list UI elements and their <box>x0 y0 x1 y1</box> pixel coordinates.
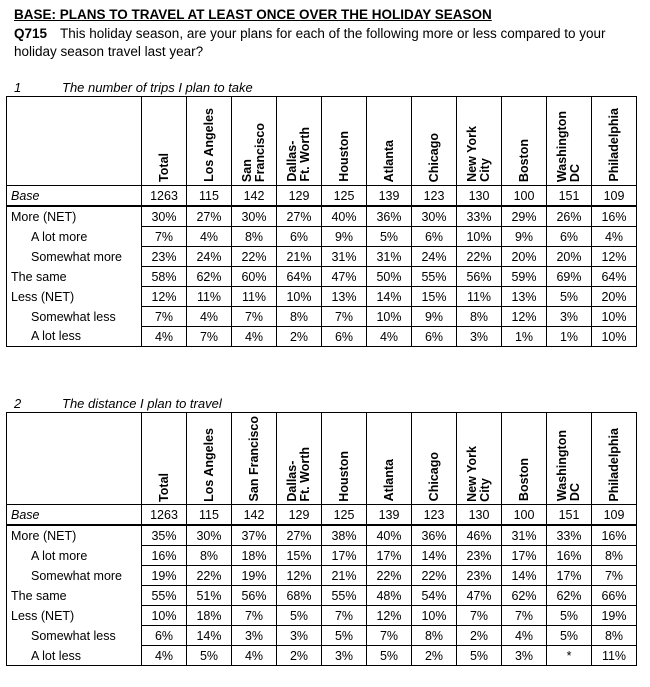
column-header <box>367 97 412 186</box>
data-cell: 31% <box>502 525 547 546</box>
column-header-label: Boston <box>516 138 531 182</box>
data-cell: 10% <box>142 606 187 626</box>
data-cell: 142 <box>232 186 277 207</box>
data-cell: 7% <box>502 606 547 626</box>
table-row <box>7 566 637 586</box>
data-cell: 14% <box>367 287 412 307</box>
data-cell: 33% <box>547 525 592 546</box>
table-row <box>7 525 637 546</box>
column-header-label: Boston <box>516 458 531 502</box>
data-cell: 130 <box>457 505 502 526</box>
column-header <box>412 97 457 186</box>
data-cell: 4% <box>232 327 277 347</box>
data-cell: 2% <box>412 646 457 666</box>
data-cell: 6% <box>412 227 457 247</box>
data-cell: 24% <box>412 247 457 267</box>
row-label: Somewhat less <box>7 626 142 646</box>
section-2-title <box>14 396 222 411</box>
row-label: More (NET) <box>7 206 142 227</box>
data-cell: 40% <box>322 206 367 227</box>
data-cell: 31% <box>367 247 412 267</box>
row-label: Base <box>7 186 142 207</box>
column-header-label: Houston <box>336 450 351 502</box>
data-cell: 12% <box>367 606 412 626</box>
data-cell: 15% <box>412 287 457 307</box>
data-cell: 4% <box>142 646 187 666</box>
column-header <box>232 97 277 186</box>
row-label: A lot more <box>7 546 142 566</box>
data-cell: 5% <box>277 606 322 626</box>
data-cell: 3% <box>232 626 277 646</box>
column-header-label: Dallas- Ft. Worth <box>285 127 312 182</box>
column-header <box>187 97 232 186</box>
column-header <box>367 413 412 505</box>
data-cell: 12% <box>142 287 187 307</box>
column-header-label: New York City <box>465 126 492 182</box>
data-cell: 8% <box>187 546 232 566</box>
row-label: Somewhat more <box>7 247 142 267</box>
header-corner <box>7 413 142 505</box>
data-cell: 13% <box>322 287 367 307</box>
row-label: A lot more <box>7 227 142 247</box>
data-cell: * <box>547 646 592 666</box>
data-cell: 22% <box>457 247 502 267</box>
data-cell: 14% <box>187 626 232 646</box>
row-label: The same <box>7 267 142 287</box>
column-header-label: Washington DC <box>555 110 582 182</box>
data-cell: 5% <box>187 646 232 666</box>
column-header <box>232 413 277 505</box>
data-cell: 115 <box>187 505 232 526</box>
data-cell: 109 <box>592 186 637 207</box>
data-cell: 129 <box>277 505 322 526</box>
column-header <box>142 97 187 186</box>
data-cell: 100 <box>502 505 547 526</box>
data-cell: 7% <box>232 606 277 626</box>
question-text <box>14 25 644 61</box>
data-cell: 22% <box>232 247 277 267</box>
data-cell: 123 <box>412 505 457 526</box>
data-cell: 47% <box>322 267 367 287</box>
section-1-table <box>6 96 637 347</box>
row-label: A lot less <box>7 327 142 347</box>
data-cell: 8% <box>457 307 502 327</box>
data-cell: 30% <box>187 525 232 546</box>
column-header-label: Total <box>156 472 171 502</box>
data-cell: 5% <box>547 606 592 626</box>
question-line-1: This holiday season, are your plans for each of the following more or less compared to your <box>60 26 606 41</box>
data-cell: 54% <box>412 586 457 606</box>
column-header-label: New York City <box>465 445 492 502</box>
data-cell: 35% <box>142 525 187 546</box>
column-header <box>277 97 322 186</box>
row-label: The same <box>7 586 142 606</box>
data-cell: 3% <box>502 646 547 666</box>
data-cell: 6% <box>412 327 457 347</box>
data-cell: 17% <box>547 566 592 586</box>
base-heading: BASE: PLANS TO TRAVEL AT LEAST ONCE OVER THE HOLIDAY SEASON <box>14 7 492 22</box>
data-cell: 11% <box>457 287 502 307</box>
data-cell: 5% <box>367 227 412 247</box>
column-header <box>322 97 367 186</box>
data-cell: 3% <box>277 626 322 646</box>
data-cell: 46% <box>457 525 502 546</box>
column-header <box>502 413 547 505</box>
data-cell: 151 <box>547 186 592 207</box>
data-cell: 36% <box>412 525 457 546</box>
table-row <box>7 267 637 287</box>
data-cell: 3% <box>322 646 367 666</box>
data-cell: 129 <box>277 186 322 207</box>
data-cell: 8% <box>412 626 457 646</box>
data-cell: 125 <box>322 186 367 207</box>
data-cell: 4% <box>502 626 547 646</box>
data-cell: 1% <box>547 327 592 347</box>
column-header <box>187 413 232 505</box>
data-cell: 2% <box>277 646 322 666</box>
data-cell: 20% <box>592 287 637 307</box>
header-corner <box>7 97 142 186</box>
data-cell: 4% <box>187 227 232 247</box>
column-header-label: Dallas- Ft. Worth <box>285 446 312 502</box>
data-cell: 33% <box>457 206 502 227</box>
column-header-label: Philadelphia <box>606 108 621 182</box>
data-cell: 56% <box>457 267 502 287</box>
row-label: Somewhat more <box>7 566 142 586</box>
data-cell: 27% <box>187 206 232 227</box>
data-cell: 22% <box>412 566 457 586</box>
column-header-label: Los Angeles <box>201 427 216 502</box>
data-cell: 59% <box>502 267 547 287</box>
data-cell: 6% <box>547 227 592 247</box>
data-cell: 30% <box>142 206 187 227</box>
table-row <box>7 626 637 646</box>
data-cell: 12% <box>277 566 322 586</box>
data-cell: 7% <box>142 227 187 247</box>
data-cell: 12% <box>502 307 547 327</box>
section-number: 2 <box>14 396 22 411</box>
data-cell: 29% <box>502 206 547 227</box>
data-cell: 11% <box>592 646 637 666</box>
data-cell: 3% <box>457 327 502 347</box>
data-cell: 10% <box>277 287 322 307</box>
data-cell: 56% <box>232 586 277 606</box>
column-header <box>547 97 592 186</box>
column-header <box>322 413 367 505</box>
data-cell: 55% <box>322 586 367 606</box>
data-cell: 27% <box>277 206 322 227</box>
table-row <box>7 586 637 606</box>
data-cell: 1263 <box>142 505 187 526</box>
data-cell: 51% <box>187 586 232 606</box>
data-cell: 130 <box>457 186 502 207</box>
data-cell: 16% <box>592 206 637 227</box>
section-title-text: The number of trips I plan to take <box>62 80 253 95</box>
column-header <box>457 413 502 505</box>
data-cell: 10% <box>592 307 637 327</box>
data-cell: 7% <box>232 307 277 327</box>
data-cell: 4% <box>367 327 412 347</box>
data-cell: 40% <box>367 525 412 546</box>
data-cell: 100 <box>502 186 547 207</box>
data-cell: 7% <box>592 566 637 586</box>
data-cell: 47% <box>457 586 502 606</box>
data-cell: 8% <box>277 307 322 327</box>
column-header-label: Philadelphia <box>606 427 621 502</box>
data-cell: 4% <box>187 307 232 327</box>
data-cell: 8% <box>592 546 637 566</box>
data-cell: 7% <box>322 606 367 626</box>
row-label: Base <box>7 505 142 526</box>
column-header-label: Los Angeles <box>201 108 216 182</box>
data-cell: 4% <box>232 646 277 666</box>
row-label: A lot less <box>7 646 142 666</box>
data-cell: 69% <box>547 267 592 287</box>
section-title-text: The distance I plan to travel <box>62 396 222 411</box>
data-cell: 9% <box>412 307 457 327</box>
data-cell: 16% <box>592 525 637 546</box>
data-cell: 9% <box>322 227 367 247</box>
column-header-label: Chicago <box>426 452 441 502</box>
data-cell: 30% <box>412 206 457 227</box>
table-row <box>7 186 637 207</box>
column-header <box>547 413 592 505</box>
data-cell: 5% <box>547 287 592 307</box>
table-row <box>7 505 637 526</box>
column-header <box>502 97 547 186</box>
data-cell: 7% <box>322 307 367 327</box>
data-cell: 115 <box>187 186 232 207</box>
column-header-label: Houston <box>336 131 351 182</box>
data-cell: 5% <box>457 646 502 666</box>
data-cell: 8% <box>592 626 637 646</box>
data-cell: 7% <box>367 626 412 646</box>
data-cell: 23% <box>142 247 187 267</box>
row-label: Less (NET) <box>7 606 142 626</box>
data-cell: 9% <box>502 227 547 247</box>
data-cell: 55% <box>142 586 187 606</box>
data-cell: 30% <box>232 206 277 227</box>
row-label: More (NET) <box>7 525 142 546</box>
table-row <box>7 247 637 267</box>
data-cell: 48% <box>367 586 412 606</box>
data-cell: 60% <box>232 267 277 287</box>
data-cell: 13% <box>502 287 547 307</box>
data-cell: 15% <box>277 546 322 566</box>
data-cell: 10% <box>457 227 502 247</box>
data-cell: 123 <box>412 186 457 207</box>
data-cell: 14% <box>502 566 547 586</box>
data-cell: 62% <box>502 586 547 606</box>
data-cell: 22% <box>367 566 412 586</box>
data-cell: 6% <box>322 327 367 347</box>
row-label: Less (NET) <box>7 287 142 307</box>
data-cell: 1263 <box>142 186 187 207</box>
data-cell: 12% <box>592 247 637 267</box>
data-cell: 3% <box>547 307 592 327</box>
data-cell: 27% <box>277 525 322 546</box>
data-cell: 19% <box>232 566 277 586</box>
data-cell: 5% <box>547 626 592 646</box>
data-cell: 151 <box>547 505 592 526</box>
row-label: Somewhat less <box>7 307 142 327</box>
column-header-label: Chicago <box>426 132 441 182</box>
table-row <box>7 646 637 666</box>
data-cell: 2% <box>457 626 502 646</box>
column-header-label: San Francisco <box>240 122 267 182</box>
column-header <box>412 413 457 505</box>
data-cell: 5% <box>322 626 367 646</box>
data-cell: 58% <box>142 267 187 287</box>
data-cell: 10% <box>412 606 457 626</box>
data-cell: 139 <box>367 186 412 207</box>
data-cell: 16% <box>547 546 592 566</box>
data-cell: 19% <box>592 606 637 626</box>
data-cell: 109 <box>592 505 637 526</box>
data-cell: 50% <box>367 267 412 287</box>
data-cell: 20% <box>502 247 547 267</box>
data-cell: 142 <box>232 505 277 526</box>
question-line-2: holiday season travel last year? <box>14 44 204 59</box>
data-cell: 14% <box>412 546 457 566</box>
data-cell: 24% <box>187 247 232 267</box>
data-cell: 125 <box>322 505 367 526</box>
data-cell: 36% <box>367 206 412 227</box>
question-id: Q715 <box>14 26 48 41</box>
data-cell: 64% <box>592 267 637 287</box>
section-2-table <box>6 412 637 666</box>
table-row <box>7 307 637 327</box>
column-header-label: Atlanta <box>381 139 396 182</box>
data-cell: 55% <box>412 267 457 287</box>
data-cell: 11% <box>232 287 277 307</box>
data-cell: 31% <box>322 247 367 267</box>
data-cell: 20% <box>547 247 592 267</box>
data-cell: 38% <box>322 525 367 546</box>
section-number: 1 <box>14 80 22 95</box>
data-cell: 23% <box>457 566 502 586</box>
column-header <box>592 97 637 186</box>
data-cell: 8% <box>232 227 277 247</box>
data-cell: 68% <box>277 586 322 606</box>
data-cell: 26% <box>547 206 592 227</box>
data-cell: 21% <box>322 566 367 586</box>
data-cell: 5% <box>367 646 412 666</box>
column-header-label: San Francisco <box>246 416 261 502</box>
data-cell: 37% <box>232 525 277 546</box>
table-row <box>7 606 637 626</box>
data-cell: 19% <box>142 566 187 586</box>
table-row <box>7 327 637 347</box>
data-cell: 7% <box>457 606 502 626</box>
data-cell: 66% <box>592 586 637 606</box>
data-cell: 1% <box>502 327 547 347</box>
data-cell: 7% <box>142 307 187 327</box>
data-cell: 17% <box>367 546 412 566</box>
data-cell: 16% <box>142 546 187 566</box>
data-cell: 6% <box>277 227 322 247</box>
data-cell: 10% <box>367 307 412 327</box>
column-header-label: Washington DC <box>555 430 582 502</box>
column-header <box>592 413 637 505</box>
data-cell: 2% <box>277 327 322 347</box>
data-cell: 4% <box>142 327 187 347</box>
section-1-title <box>14 80 253 95</box>
column-header-label: Atlanta <box>381 459 396 502</box>
data-cell: 64% <box>277 267 322 287</box>
data-cell: 10% <box>592 327 637 347</box>
table-row <box>7 227 637 247</box>
data-cell: 4% <box>592 227 637 247</box>
data-cell: 11% <box>187 287 232 307</box>
column-header-label: Total <box>156 153 171 182</box>
data-cell: 18% <box>187 606 232 626</box>
data-cell: 17% <box>502 546 547 566</box>
data-cell: 22% <box>187 566 232 586</box>
data-cell: 139 <box>367 505 412 526</box>
data-cell: 7% <box>187 327 232 347</box>
data-cell: 62% <box>547 586 592 606</box>
data-cell: 62% <box>187 267 232 287</box>
data-cell: 23% <box>457 546 502 566</box>
data-cell: 6% <box>142 626 187 646</box>
data-cell: 18% <box>232 546 277 566</box>
table-row <box>7 546 637 566</box>
column-header <box>457 97 502 186</box>
table-row <box>7 287 637 307</box>
data-cell: 21% <box>277 247 322 267</box>
column-header <box>142 413 187 505</box>
column-header <box>277 413 322 505</box>
data-cell: 17% <box>322 546 367 566</box>
table-row <box>7 206 637 227</box>
